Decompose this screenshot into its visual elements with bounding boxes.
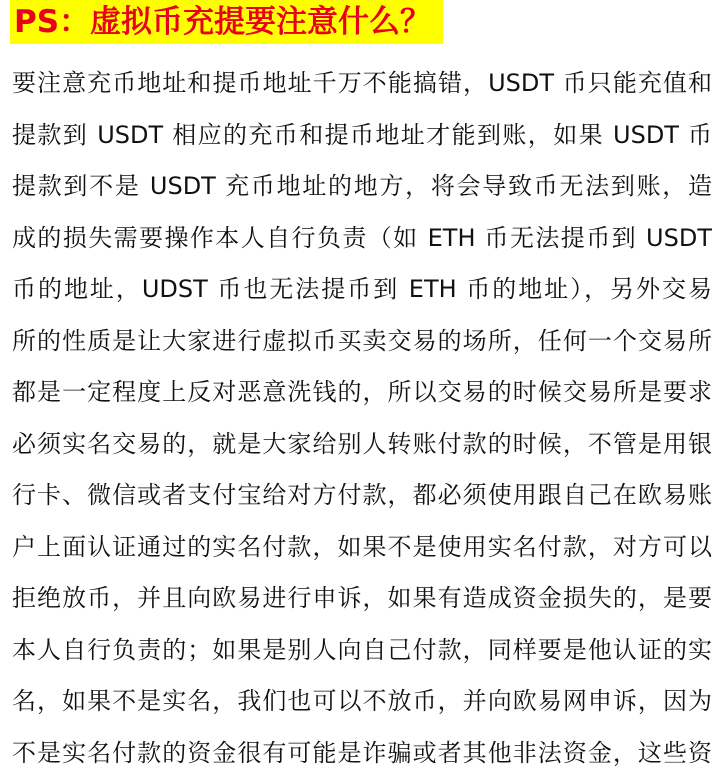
paragraph-line: 户上面认证通过的实名付款，如果不是使用实名付款，对方可以 (12, 522, 712, 574)
paragraph-line: 本人自行负责的；如果是别人向自己付款，同样要是他认证的实 (12, 625, 712, 677)
paragraph-line: 不是实名付款的资金很有可能是诈骗或者其他非法资金，这些资 (12, 728, 712, 779)
article-body (12, 58, 712, 779)
paragraph-line: 都是一定程度上反对恶意洗钱的，所以交易的时候交易所是要求 (12, 367, 712, 419)
paragraph-line: 必须实名交易的，就是大家给别人转账付款的时候，不管是用银 (12, 419, 712, 471)
paragraph-line: 拒绝放币，并且向欧易进行申诉，如果有造成资金损失的，是要 (12, 573, 712, 625)
paragraph-line: 所的性质是让大家进行虚拟币买卖交易的场所，任何一个交易所 (12, 316, 712, 368)
paragraph-line: 行卡、微信或者支付宝给对方付款，都必须使用跟自己在欧易账 (12, 470, 712, 522)
paragraph-line: 成的损失需要操作本人自行负责（如 ETH 币无法提币到 USDT (12, 213, 712, 265)
paragraph-line: 提款到 USDT 相应的充币和提币地址才能到账，如果 USDT 币 (12, 110, 712, 162)
title-banner (10, 0, 443, 44)
paragraph-line: 要注意充币地址和提币地址千万不能搞错，USDT 币只能充值和 (12, 58, 712, 110)
paragraph-line: 名，如果不是实名，我们也可以不放币，并向欧易网申诉，因为 (12, 676, 712, 728)
paragraph-line: 币的地址，UDST 币也无法提币到 ETH 币的地址），另外交易 (12, 264, 712, 316)
paragraph-line: 提款到不是 USDT 充币地址的地方，将会导致币无法到账，造 (12, 161, 712, 213)
page-title: PS：虚拟币充提要注意什么？ (14, 0, 431, 44)
